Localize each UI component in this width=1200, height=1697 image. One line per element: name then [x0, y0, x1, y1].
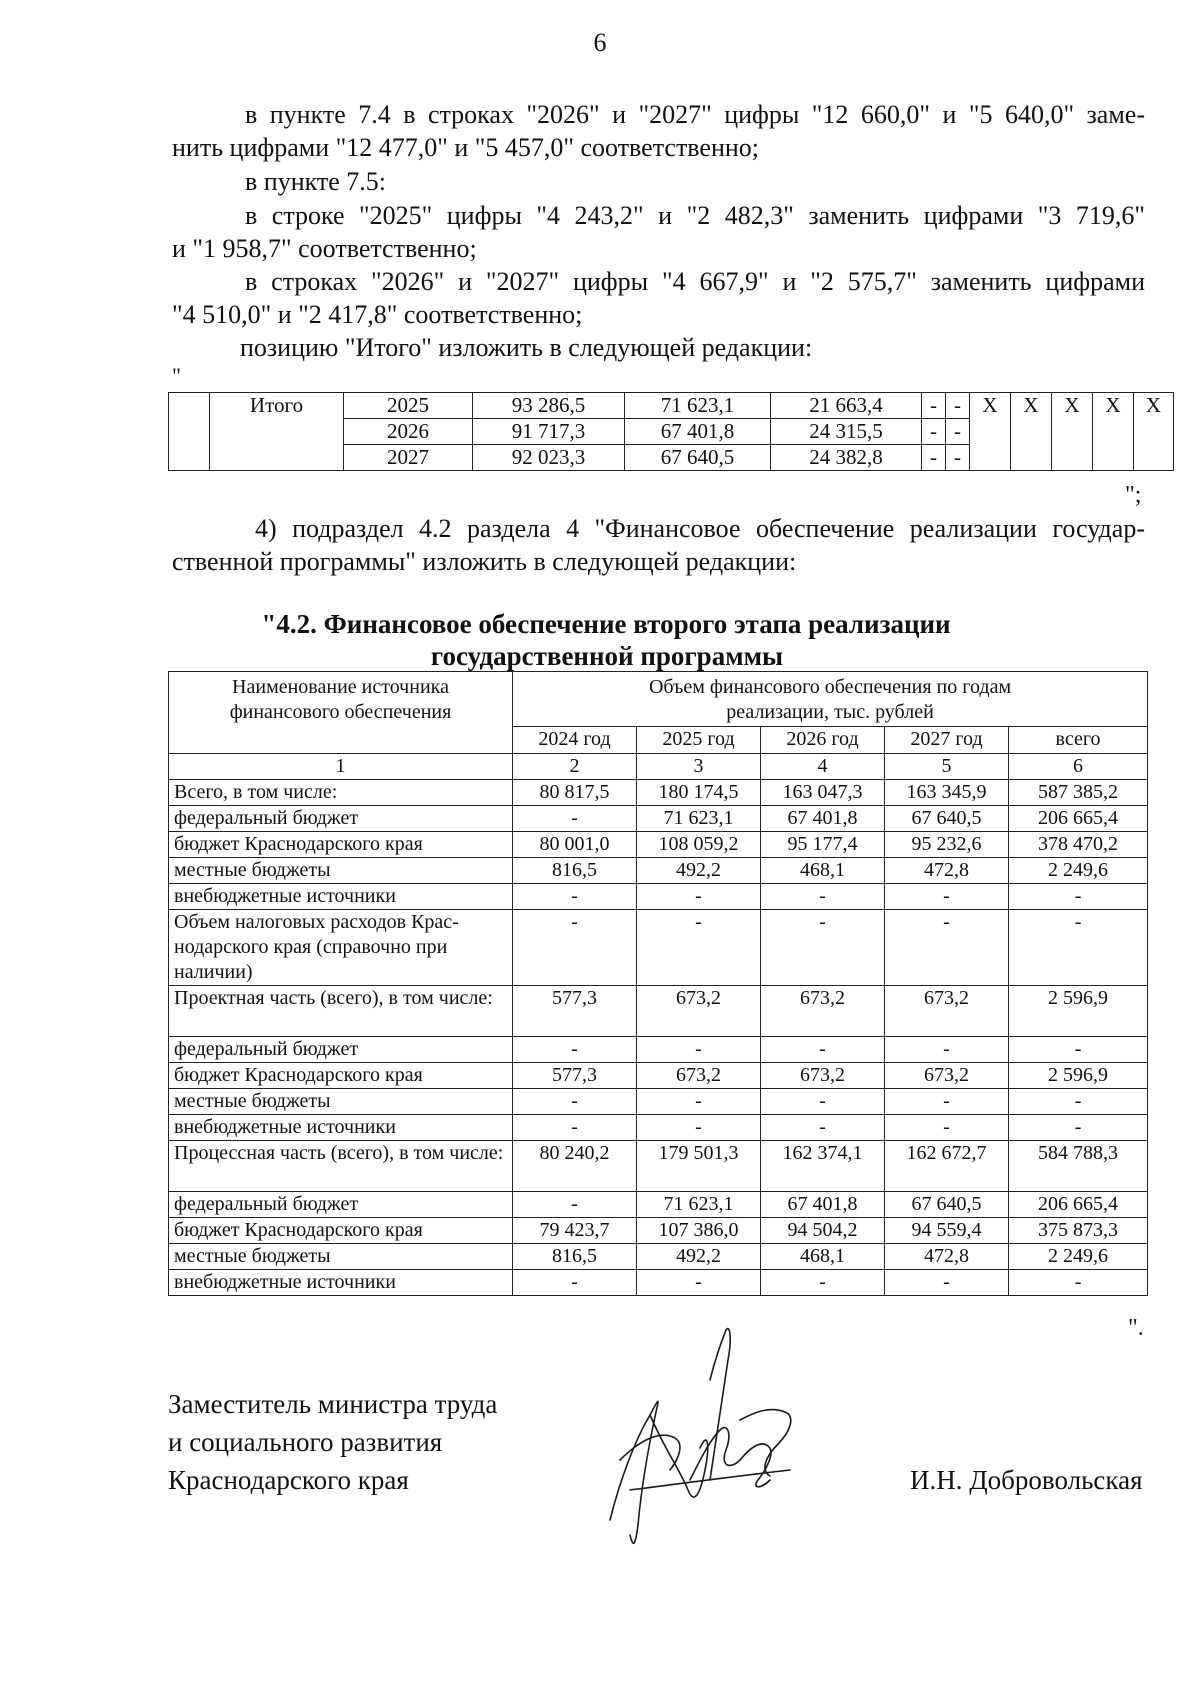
- itogo-federal: 67 640,5: [625, 445, 771, 471]
- paragraph-2026-line1: [245, 265, 1145, 298]
- finance-row-value: 673,2: [761, 1063, 885, 1089]
- finance-row-value: -: [513, 806, 637, 832]
- signer-position-line2: и социального развития: [168, 1427, 443, 1457]
- finance-row-value: -: [1009, 884, 1148, 910]
- itogo-total: 91 717,3: [473, 419, 625, 445]
- finance-row-value: 108 059,2: [637, 832, 761, 858]
- finance-row-value: 587 385,2: [1009, 780, 1148, 806]
- finance-row-value: 2 596,9: [1009, 986, 1148, 1037]
- finance-row-value: 673,2: [637, 1063, 761, 1089]
- finance-colnum-row: [169, 754, 1148, 780]
- itogo-dash: -: [946, 419, 970, 445]
- finance-row-value: 80 001,0: [513, 832, 637, 858]
- finance-row-name: местные бюджеты: [169, 858, 513, 884]
- finance-row: [169, 1089, 1148, 1115]
- header-year-2024: 2024 год: [513, 727, 637, 754]
- finance-row: [169, 910, 1148, 986]
- finance-row-value: 673,2: [885, 986, 1009, 1037]
- finance-row: [169, 986, 1148, 1037]
- finance-row-value: -: [513, 1192, 637, 1218]
- finance-row-value: 94 504,2: [761, 1218, 885, 1244]
- header-total: всего: [1009, 727, 1148, 754]
- finance-row-name: внебюджетные источники: [169, 1115, 513, 1141]
- finance-row: [169, 1270, 1148, 1296]
- finance-row-value: 95 232,6: [885, 832, 1009, 858]
- finance-row-value: -: [513, 1037, 637, 1063]
- header-year-2026: 2026 год: [761, 727, 885, 754]
- finance-row-name: бюджет Краснодарского края: [169, 1218, 513, 1244]
- finance-row-value: -: [885, 1037, 1009, 1063]
- finance-row-value: -: [761, 1089, 885, 1115]
- finance-table: [168, 671, 1148, 1296]
- finance-row-value: 673,2: [761, 986, 885, 1037]
- finance-row-value: 492,2: [637, 1244, 761, 1270]
- finance-row: [169, 806, 1148, 832]
- finance-row-value: 468,1: [761, 1244, 885, 1270]
- quote-open-mark: ": [172, 363, 181, 388]
- header-source: Наименование источника финансового обеспечения: [169, 672, 513, 754]
- finance-row-value: 162 672,7: [885, 1141, 1009, 1192]
- finance-row-value: -: [637, 1037, 761, 1063]
- finance-row-value: -: [637, 884, 761, 910]
- section-heading-line1: "4.2. Финансовое обеспечение второго этапа реализации: [261, 609, 951, 639]
- finance-row-value: 673,2: [885, 1063, 1009, 1089]
- finance-row-value: 816,5: [513, 1244, 637, 1270]
- itogo-dash: -: [922, 445, 946, 471]
- finance-row-value: 179 501,3: [637, 1141, 761, 1192]
- finance-row-value: 67 640,5: [885, 1192, 1009, 1218]
- itogo-dash: -: [922, 393, 946, 419]
- finance-row-value: 492,2: [637, 858, 761, 884]
- itogo-empty-cell: [169, 393, 210, 471]
- finance-row: [169, 858, 1148, 884]
- finance-row-value: 107 386,0: [637, 1218, 761, 1244]
- finance-row-value: -: [1009, 1115, 1148, 1141]
- itogo-dash: -: [946, 393, 970, 419]
- section-heading-line2: государственной программы: [430, 641, 784, 671]
- finance-row-value: 375 873,3: [1009, 1218, 1148, 1244]
- finance-row-value: 79 423,7: [513, 1218, 637, 1244]
- finance-row-value: -: [885, 910, 1009, 986]
- finance-row-value: 472,8: [885, 858, 1009, 884]
- finance-row-name: бюджет Краснодарского края: [169, 1063, 513, 1089]
- finance-row-value: -: [513, 1089, 637, 1115]
- finance-row-name: бюджет Краснодарского края: [169, 832, 513, 858]
- finance-row-value: 584 788,3: [1009, 1141, 1148, 1192]
- finance-row-value: -: [885, 1270, 1009, 1296]
- paragraph-7-5: в пункте 7.5:: [245, 167, 387, 196]
- paragraph-2025-line1: [245, 199, 1145, 232]
- itogo-year: 2027: [344, 445, 473, 471]
- finance-row-value: 71 623,1: [637, 1192, 761, 1218]
- finance-row-name: федеральный бюджет: [169, 1192, 513, 1218]
- finance-row-value: 67 401,8: [761, 806, 885, 832]
- finance-row-value: -: [1009, 1037, 1148, 1063]
- colnum: 2: [513, 754, 637, 780]
- finance-row-value: 2 249,6: [1009, 1244, 1148, 1270]
- quote-close-period: ".: [1128, 1315, 1144, 1341]
- paragraph-2025-line1-text: в строке "2025" цифры "4 243,2" и "2 482,3" заменить цифрами "3 719,6": [245, 201, 1145, 230]
- finance-row: [169, 1063, 1148, 1089]
- finance-row-value: 94 559,4: [885, 1218, 1009, 1244]
- finance-row-value: 673,2: [637, 986, 761, 1037]
- signer-position-line1: Заместитель министра труда: [168, 1389, 498, 1419]
- header-year-2027: 2027 год: [885, 727, 1009, 754]
- paragraph-itogo-intro: позицию "Итого" изложить в следующей редакции:: [240, 333, 813, 362]
- finance-row-value: 80 817,5: [513, 780, 637, 806]
- finance-row-value: 577,3: [513, 986, 637, 1037]
- handwritten-signature: [590, 1320, 810, 1570]
- itogo-regional: 21 663,4: [771, 393, 922, 419]
- finance-row-value: -: [885, 1089, 1009, 1115]
- finance-body: [169, 780, 1148, 1296]
- finance-row-value: 163 047,3: [761, 780, 885, 806]
- itogo-dash: -: [922, 419, 946, 445]
- finance-row-name: Проектная часть (всего), в том числе:: [169, 986, 513, 1037]
- itogo-x-mark: Х: [970, 393, 1011, 471]
- itogo-federal: 71 623,1: [625, 393, 771, 419]
- finance-row-name: местные бюджеты: [169, 1089, 513, 1115]
- itogo-regional: 24 315,5: [771, 419, 922, 445]
- finance-row-value: -: [1009, 1089, 1148, 1115]
- finance-row-name: федеральный бюджет: [169, 806, 513, 832]
- page-number: 6: [593, 28, 607, 57]
- finance-row-value: -: [513, 1115, 637, 1141]
- signer-position-line3: Краснодарского края: [168, 1465, 409, 1495]
- finance-row-name: Объем налоговых расходов Крас-нодарского края (справочно при наличии): [169, 910, 513, 986]
- itogo-federal: 67 401,8: [625, 419, 771, 445]
- finance-row-value: -: [761, 1037, 885, 1063]
- finance-row-value: 71 623,1: [637, 806, 761, 832]
- finance-row-value: -: [513, 910, 637, 986]
- paragraph-4-2-line1: [255, 512, 1145, 545]
- finance-row: [169, 832, 1148, 858]
- finance-row-name: Процессная часть (всего), в том числе:: [169, 1141, 513, 1192]
- finance-row-name: внебюджетные источники: [169, 1270, 513, 1296]
- itogo-total: 93 286,5: [473, 393, 625, 419]
- finance-row-name: федеральный бюджет: [169, 1037, 513, 1063]
- finance-row-value: 577,3: [513, 1063, 637, 1089]
- finance-row-value: -: [637, 1270, 761, 1296]
- finance-row-value: 2 596,9: [1009, 1063, 1148, 1089]
- colnum: 4: [761, 754, 885, 780]
- paragraph-7-4-line2: нить цифрами "12 477,0" и "5 457,0" соответственно;: [172, 133, 760, 162]
- finance-row-value: -: [513, 1270, 637, 1296]
- itogo-x-mark: Х: [1011, 393, 1052, 471]
- finance-row: [169, 1218, 1148, 1244]
- finance-row: [169, 1192, 1148, 1218]
- itogo-x-mark: Х: [1052, 393, 1093, 471]
- finance-row-value: -: [637, 1115, 761, 1141]
- itogo-year: 2026: [344, 419, 473, 445]
- paragraph-2026-line2: "4 510,0" и "2 417,8" соответственно;: [172, 300, 583, 329]
- finance-row-value: 2 249,6: [1009, 858, 1148, 884]
- signer-name: И.Н. Добровольская: [910, 1465, 1143, 1495]
- colnum: 5: [885, 754, 1009, 780]
- finance-row-value: -: [637, 910, 761, 986]
- paragraph-7-4-line1-text: в пункте 7.4 в строках "2026" и "2027" цифры "12 660,0" и "5 640,0" заме-: [245, 100, 1145, 129]
- finance-row: [169, 884, 1148, 910]
- finance-row-value: 95 177,4: [761, 832, 885, 858]
- finance-row-value: 816,5: [513, 858, 637, 884]
- itogo-table: [168, 392, 1174, 471]
- finance-row-value: 67 640,5: [885, 806, 1009, 832]
- itogo-label: Итого: [210, 393, 344, 471]
- finance-row-value: 378 470,2: [1009, 832, 1148, 858]
- header-year-2025: 2025 год: [637, 727, 761, 754]
- finance-row-name: местные бюджеты: [169, 1244, 513, 1270]
- finance-row-value: -: [885, 1115, 1009, 1141]
- itogo-regional: 24 382,8: [771, 445, 922, 471]
- finance-row-value: -: [1009, 1270, 1148, 1296]
- finance-row: [169, 780, 1148, 806]
- itogo-row-2025: [169, 393, 1174, 419]
- finance-row-name: Всего, в том числе:: [169, 780, 513, 806]
- finance-row-value: 180 174,5: [637, 780, 761, 806]
- finance-row-value: -: [761, 1115, 885, 1141]
- colnum: 3: [637, 754, 761, 780]
- itogo-x-mark: Х: [1093, 393, 1134, 471]
- finance-row: [169, 1115, 1148, 1141]
- finance-row-value: -: [761, 884, 885, 910]
- finance-header-row: [169, 672, 1148, 727]
- itogo-x-mark: Х: [1134, 393, 1174, 471]
- finance-row-value: 163 345,9: [885, 780, 1009, 806]
- paragraph-4-2-line2: ственной программы" изложить в следующей редакции:: [172, 547, 797, 576]
- quote-close-semicolon: ";: [1125, 482, 1142, 508]
- finance-row-value: 80 240,2: [513, 1141, 637, 1192]
- finance-row-value: -: [761, 910, 885, 986]
- finance-row: [169, 1037, 1148, 1063]
- finance-row-value: 472,8: [885, 1244, 1009, 1270]
- finance-row-name: внебюджетные источники: [169, 884, 513, 910]
- finance-row: [169, 1141, 1148, 1192]
- colnum: 1: [169, 754, 513, 780]
- finance-row-value: -: [637, 1089, 761, 1115]
- itogo-dash: -: [946, 445, 970, 471]
- finance-row: [169, 1244, 1148, 1270]
- finance-row-value: -: [513, 884, 637, 910]
- finance-row-value: 206 665,4: [1009, 806, 1148, 832]
- finance-row-value: -: [1009, 910, 1148, 986]
- finance-row-value: 162 374,1: [761, 1141, 885, 1192]
- finance-row-value: 206 665,4: [1009, 1192, 1148, 1218]
- finance-row-value: 67 401,8: [761, 1192, 885, 1218]
- finance-row-value: -: [885, 884, 1009, 910]
- finance-row-value: -: [761, 1270, 885, 1296]
- paragraph-2026-line1-text: в строках "2026" и "2027" цифры "4 667,9" и "2 575,7" заменить цифрами: [245, 267, 1145, 296]
- colnum: 6: [1009, 754, 1148, 780]
- itogo-total: 92 023,3: [473, 445, 625, 471]
- itogo-year: 2025: [344, 393, 473, 419]
- paragraph-7-4-line1: [245, 98, 1145, 131]
- finance-row-value: 468,1: [761, 858, 885, 884]
- header-volume: Объем финансового обеспечения по годам реализации, тыс. рублей: [513, 672, 1148, 727]
- paragraph-2025-line2: и "1 958,7" соответственно;: [172, 234, 477, 263]
- paragraph-4-2-line1-text: 4) подраздел 4.2 раздела 4 "Финансовое обеспечение реализации государ-: [255, 514, 1145, 543]
